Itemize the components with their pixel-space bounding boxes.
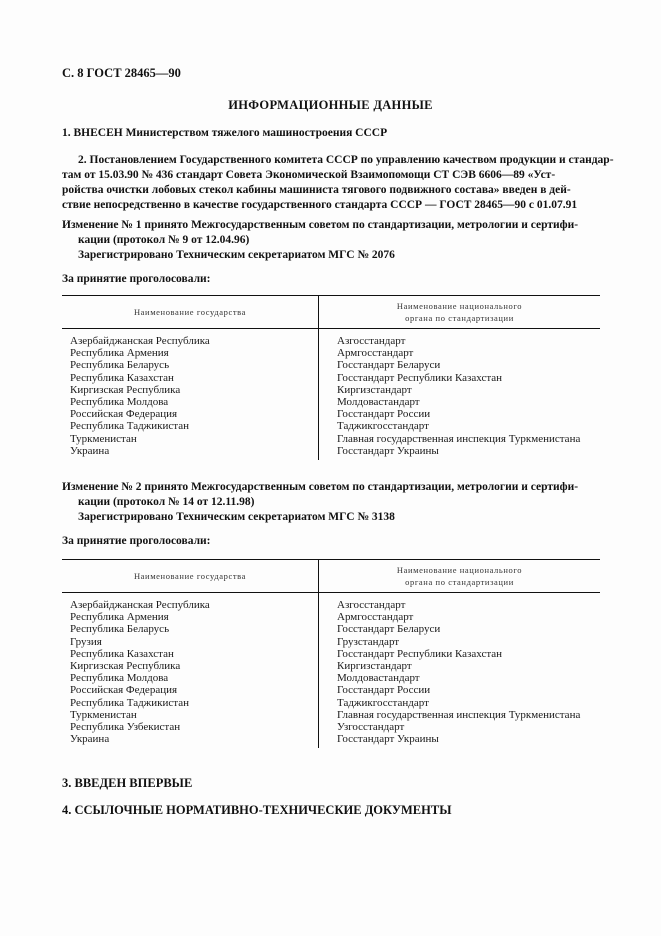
- standards-body-cell: Молдовастандарт: [337, 672, 420, 685]
- change-2-table-body: [62, 593, 600, 749]
- standards-body-cell: Грузстандарт: [337, 635, 400, 648]
- item-2: [62, 153, 614, 213]
- table-row: [62, 636, 600, 648]
- table-row: [62, 660, 600, 672]
- standards-body-cell: Госстандарт Республики Казахстан: [337, 371, 503, 384]
- change-2-line: Изменение № 2 принято Межгосударственным советом по стандартизации, метрологии и сертифи-: [62, 481, 579, 493]
- change-1-line: Изменение № 1 принято Межгосударственным советом по стандартизации, метрологии и сертифи-: [62, 219, 579, 231]
- item-2-line: там от 15.03.90 № 436 стандарт Совета Экономической Взаимопомощи СТ СЭВ 6606—89 «Уст-: [62, 169, 556, 181]
- item-1: [62, 126, 602, 141]
- standards-body-cell: Госстандарт России: [337, 408, 431, 421]
- table-row: [62, 593, 600, 612]
- standards-body-cell: Госстандарт Беларуси: [337, 359, 441, 372]
- state-name-cell: Российская Федерация: [62, 684, 319, 696]
- col-body-header-line: органа по стандартизации: [405, 577, 514, 587]
- item-2-line: ройства очистки лобовых стекол кабины машиниста тягового подвижного состава» введен в дей-: [62, 184, 571, 196]
- change-1-vote-table: [62, 295, 600, 460]
- state-name-cell: Республика Таджикистан: [62, 420, 319, 432]
- standards-body-cell: Главная государственная инспекция Туркменистана: [337, 708, 581, 721]
- state-name-cell: Республика Армения: [62, 347, 319, 359]
- state-name-cell: Грузия: [62, 636, 319, 648]
- change-2-voted-label: За принятие проголосовали:: [62, 535, 211, 547]
- table-header-row: [62, 296, 600, 329]
- standards-body-cell: Госстандарт Украины: [337, 444, 439, 457]
- col-body-header-line: Наименование национального: [396, 565, 523, 575]
- state-name-cell: Республика Молдова: [62, 672, 319, 684]
- state-name-cell: Республика Беларусь: [62, 359, 319, 371]
- standards-body-cell: Киргизстандарт: [337, 660, 412, 673]
- standards-body-cell: Армгосстандарт: [337, 347, 414, 360]
- state-name-cell: Российская Федерация: [62, 408, 319, 420]
- change-2-note: [62, 480, 602, 525]
- col-body-header: [319, 296, 601, 329]
- col-state-header: Наименование государства: [62, 560, 319, 593]
- col-body-header-line: Наименование национального: [396, 301, 523, 311]
- table-row: [62, 721, 600, 733]
- state-name-cell: Республика Беларусь: [62, 623, 319, 635]
- standards-body-cell: Киргизстандарт: [337, 383, 412, 396]
- table-row: [62, 648, 600, 660]
- table-row: [62, 359, 600, 371]
- standards-body-cell: Таджикгосстандарт: [337, 420, 429, 433]
- standards-body-cell: Молдовастандарт: [337, 396, 420, 409]
- state-name-cell: Азербайджанская Республика: [62, 329, 319, 348]
- state-name-cell: Киргизская Республика: [62, 660, 319, 672]
- change-2-line: Зарегистрировано Техническим секретариатом МГС № 3138: [78, 511, 395, 523]
- table-row: [62, 420, 600, 432]
- table-row: [62, 611, 600, 623]
- standards-body-cell: Госстандарт Беларуси: [337, 623, 441, 636]
- table-row: [62, 329, 600, 348]
- change-1-line: Зарегистрировано Техническим секретариатом МГС № 2076: [78, 249, 395, 261]
- state-name-cell: Украина: [62, 445, 319, 460]
- table-row: [62, 672, 600, 684]
- state-name-cell: Республика Узбекистан: [62, 721, 319, 733]
- standards-body-cell: Таджикгосстандарт: [337, 696, 429, 709]
- table-row: [62, 697, 600, 709]
- state-name-cell: Республика Казахстан: [62, 372, 319, 384]
- table-row: [62, 433, 600, 445]
- col-state-header: Наименование государства: [62, 296, 319, 329]
- change-1-voted-label: За принятие проголосовали:: [62, 273, 211, 285]
- table-row: [62, 445, 600, 460]
- table-row: [62, 384, 600, 396]
- state-name-cell: Туркменистан: [62, 433, 319, 445]
- state-name-cell: Туркменистан: [62, 709, 319, 721]
- item-4: 4. ССЫЛОЧНЫЕ НОРМАТИВНО-ТЕХНИЧЕСКИЕ ДОКУМЕНТЫ: [62, 803, 452, 817]
- change-1-table-body: [62, 329, 600, 461]
- table-row: [62, 396, 600, 408]
- standards-body-cell: Азгосстандарт: [337, 335, 406, 347]
- page-title: ИНФОРМАЦИОННЫЕ ДАННЫЕ: [228, 98, 433, 112]
- table-row: [62, 347, 600, 359]
- state-name-cell: Республика Таджикистан: [62, 697, 319, 709]
- state-name-cell: Республика Молдова: [62, 396, 319, 408]
- state-name-cell: Киргизская Республика: [62, 384, 319, 396]
- standards-body-cell: Азгосстандарт: [337, 599, 406, 611]
- page-header: С. 8 ГОСТ 28465—90: [62, 66, 181, 80]
- change-1-line: кации (протокол № 9 от 12.04.96): [78, 234, 250, 246]
- standards-body-cell: Главная государственная инспекция Туркменистана: [337, 432, 581, 445]
- table-row: [62, 623, 600, 635]
- state-name-cell: Республика Армения: [62, 611, 319, 623]
- col-body-header: [319, 560, 601, 593]
- table-row: [62, 733, 600, 748]
- table-row: [62, 408, 600, 420]
- item-2-line: 2. Постановлением Государственного комитета СССР по управлению качеством продукции и стандар-: [78, 154, 614, 166]
- item-3: 3. ВВЕДЕН ВПЕРВЫЕ: [62, 776, 193, 790]
- item-1-text: 1. ВНЕСЕН Министерством тяжелого машиностроения СССР: [62, 127, 388, 139]
- item-2-line: ствие непосредственно в качестве государственного стандарта СССР — ГОСТ 28465—90 с 01.07.91: [62, 199, 578, 211]
- state-name-cell: Азербайджанская Республика: [62, 593, 319, 612]
- table-row: [62, 709, 600, 721]
- table-header-row: [62, 560, 600, 593]
- table-row: [62, 684, 600, 696]
- standards-body-cell: Госстандарт Украины: [337, 733, 439, 746]
- state-name-cell: Республика Казахстан: [62, 648, 319, 660]
- state-name-cell: Украина: [62, 733, 319, 748]
- change-2-vote-table: [62, 559, 600, 748]
- standards-body-cell: Госстандарт Республики Казахстан: [337, 647, 503, 660]
- change-2-line: кации (протокол № 14 от 12.11.98): [78, 496, 255, 508]
- col-body-header-line: органа по стандартизации: [405, 313, 514, 323]
- standards-body-cell: Узгосстандарт: [337, 721, 405, 734]
- standards-body-cell: Госстандарт России: [337, 684, 431, 697]
- standards-body-cell: Армгосстандарт: [337, 611, 414, 624]
- table-row: [62, 372, 600, 384]
- change-1-note: [62, 218, 602, 263]
